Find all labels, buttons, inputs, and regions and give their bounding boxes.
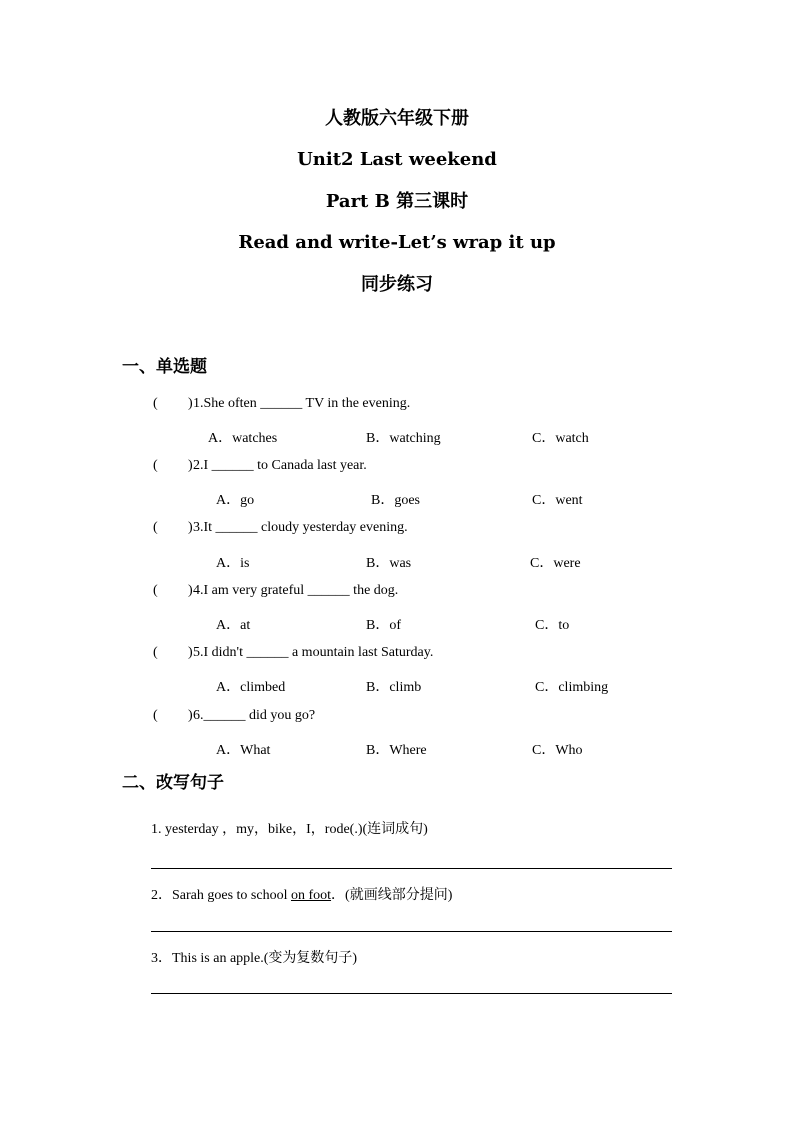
question-text: 2.I ______ to Canada last year. (193, 458, 367, 473)
option-c: C．Who (532, 743, 583, 758)
question-text: 1.She often ______ TV in the evening. (193, 396, 411, 411)
answer-line-2[interactable] (151, 931, 672, 932)
rewrite-item-2-post: ．(就画线部分提问) (331, 888, 453, 903)
answer-paren-close: ) (188, 583, 193, 598)
option-b: B．watching (366, 431, 441, 446)
option-c: C．went (532, 493, 583, 508)
answer-paren-close: ) (188, 396, 193, 411)
option-a: A．What (216, 743, 271, 758)
option-a: A．go (216, 493, 255, 508)
answer-line-3[interactable] (151, 993, 672, 994)
option-c: C．climbing (535, 680, 609, 695)
option-b: B．was (366, 556, 412, 571)
option-b: B．climb (366, 680, 422, 695)
question-text: 5.I didn't ______ a mountain last Saturday. (193, 645, 434, 660)
title-unit: Unit2 Last weekend (297, 149, 497, 170)
title-part: Part B 第三课时 (325, 191, 469, 212)
answer-paren-open: ( (153, 458, 158, 473)
rewrite-item-3: 3．This is an apple.(变为复数句子) (151, 951, 358, 966)
option-a: A．at (216, 618, 251, 633)
option-a: A．climbed (216, 680, 286, 695)
option-a: A．watches (208, 431, 278, 446)
question-text: 3.It ______ cloudy yesterday evening. (193, 520, 408, 535)
rewrite-item-2-pre: 2．Sarah goes to school (151, 888, 291, 903)
answer-paren-close: ) (188, 708, 193, 723)
answer-paren-open: ( (153, 396, 158, 411)
option-c: C．to (535, 618, 570, 633)
rewrite-item-1: 1. yesterday ，my，bike，I，rode(.)(连词成句) (151, 822, 428, 837)
answer-paren-close: ) (188, 520, 193, 535)
option-c: C．watch (532, 431, 589, 446)
title-practice: 同步练习 (361, 274, 433, 295)
question-text: 6.______ did you go? (193, 708, 316, 723)
answer-paren-close: ) (188, 458, 193, 473)
option-b: B．Where (366, 743, 427, 758)
option-a: A．is (216, 556, 250, 571)
answer-line-1[interactable] (151, 868, 672, 869)
answer-paren-open: ( (153, 645, 158, 660)
option-c: C．were (530, 556, 581, 571)
answer-paren-open: ( (153, 520, 158, 535)
option-b: B．goes (371, 493, 420, 508)
section-rewrite-heading: 二、改写句子 (122, 773, 224, 793)
answer-paren-open: ( (153, 708, 158, 723)
title-textbook: 人教版六年级下册 (325, 108, 469, 129)
rewrite-item-2 (151, 884, 452, 904)
answer-paren-close: ) (188, 645, 193, 660)
option-b: B．of (366, 618, 401, 633)
underlined-phrase: on foot (290, 888, 332, 903)
title-lesson: Read and write-Let’s wrap it up (238, 232, 556, 253)
question-text: 4.I am very grateful ______ the dog. (193, 583, 399, 598)
section-multiple-choice-heading: 一、单选题 (122, 357, 207, 377)
answer-paren-open: ( (153, 583, 158, 598)
